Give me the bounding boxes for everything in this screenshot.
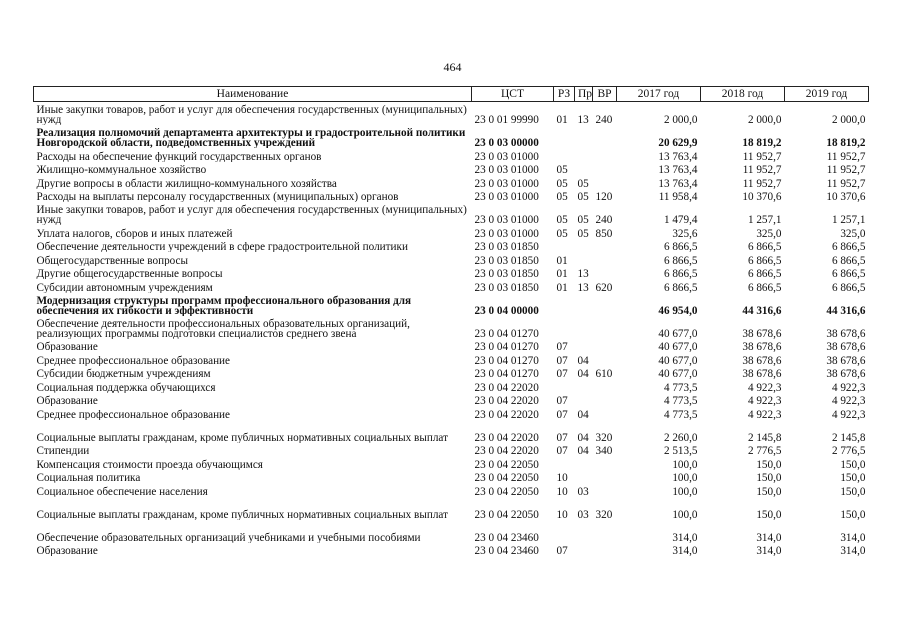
cell-pr [575, 339, 593, 353]
cell-2019: 10 370,6 [826, 191, 866, 202]
cell-2017: 11 958,4 [658, 191, 698, 202]
cell-2019: 18 819,2 [826, 137, 866, 148]
cell-rz [554, 379, 575, 393]
cell-pr [575, 470, 593, 484]
table-row [34, 293, 869, 316]
cell-2017: 314,0 [672, 531, 698, 543]
cell-rz [554, 293, 575, 316]
cell-pr [575, 520, 593, 543]
cell-vr: 240 [595, 214, 613, 225]
table-row [34, 162, 869, 176]
cell-vr: 320 [595, 431, 613, 443]
cell-pr: 05 [577, 214, 589, 225]
table-row [34, 420, 869, 443]
cell-2018: 18 819,2 [742, 137, 782, 148]
cell-name: Обеспечение деятельности профессиональных образовательных организаций, реализующих программы подготовки специалистов среднего звена [36, 317, 410, 339]
cell-name: Модернизация структуры программ профессионального образования для обеспечения их гибкости и эффективности [36, 294, 412, 316]
cell-2018: 38 678,6 [742, 354, 782, 366]
cell-pr: 13 [577, 281, 589, 293]
cell-2019: 38 678,6 [826, 354, 866, 366]
table-row [34, 443, 869, 457]
table-row [34, 148, 869, 162]
cell-2018: 2 776,5 [747, 445, 782, 456]
cell-cst: 23 0 03 01000 [474, 227, 539, 239]
cell-2019: 6 866,5 [831, 281, 866, 293]
cell-cst: 23 0 04 22020 [474, 431, 539, 443]
cell-cst: 23 0 04 22050 [474, 508, 539, 520]
cell-rz: 07 [556, 395, 568, 406]
cell-cst: 23 0 04 22050 [474, 485, 539, 497]
cell-pr [575, 393, 593, 407]
cell-2018: 150,0 [756, 458, 782, 470]
cell-name: Компенсация стоимости проезда обучающимся [36, 458, 263, 470]
cell-2018: 2 000,0 [747, 114, 782, 125]
cell-2017: 6 866,5 [663, 241, 698, 252]
table-row [34, 393, 869, 407]
cell-pr: 04 [577, 431, 589, 443]
cell-cst: 23 0 04 01270 [474, 341, 539, 352]
cell-2018: 314,0 [756, 545, 782, 556]
cell-vr [593, 470, 617, 484]
cell-2018: 38 678,6 [742, 341, 782, 352]
cell-name: Социальная поддержка обучающихся [36, 381, 216, 393]
cell-2019: 4 922,3 [831, 395, 866, 406]
cell-cst: 23 0 04 22050 [474, 472, 539, 483]
cell-rz: 05 [556, 164, 568, 175]
table-row [34, 316, 869, 339]
cell-2017: 6 866,5 [663, 281, 698, 293]
cell-cst: 23 0 03 01000 [474, 214, 539, 225]
cell-2017: 100,0 [672, 485, 698, 497]
cell-vr: 240 [595, 114, 613, 125]
cell-2017: 40 677,0 [658, 354, 698, 366]
cell-cst: 23 0 01 99990 [474, 114, 539, 125]
table-row [34, 125, 869, 148]
cell-rz: 01 [556, 268, 568, 279]
cell-vr [593, 352, 617, 366]
cell-2018: 10 370,6 [742, 191, 782, 202]
cell-2019: 150,0 [840, 472, 866, 483]
cell-2019: 38 678,6 [826, 341, 866, 352]
cell-2017: 100,0 [672, 458, 698, 470]
cell-vr [593, 483, 617, 497]
cell-2019: 11 952,7 [826, 177, 866, 189]
cell-2018: 325,0 [756, 227, 782, 239]
cell-name: Уплата налогов, сборов и иных платежей [36, 227, 233, 239]
cell-2017: 2 000,0 [663, 114, 698, 125]
cell-vr: 850 [595, 227, 613, 239]
cell-2017: 40 677,0 [658, 368, 698, 379]
table-row [34, 470, 869, 484]
cell-cst: 23 0 03 01000 [474, 164, 539, 175]
cell-rz: 10 [556, 485, 568, 497]
cell-2018: 4 922,3 [747, 381, 782, 393]
cell-vr: 120 [595, 191, 613, 202]
cell-vr [593, 520, 617, 543]
cell-vr: 610 [595, 368, 613, 379]
cell-pr: 05 [577, 227, 589, 239]
table-row [34, 102, 869, 126]
cell-pr: 05 [577, 191, 589, 202]
cell-vr: 340 [595, 445, 613, 456]
cell-vr [593, 175, 617, 189]
cell-pr [575, 293, 593, 316]
cell-rz: 05 [556, 177, 568, 189]
cell-2018: 150,0 [756, 485, 782, 497]
cell-name: Реализация полномочий департамента архитектуры и градостроительной политики Новгородской области, подведомственных учреждений [36, 127, 466, 148]
cell-vr [593, 293, 617, 316]
cell-2017: 13 763,4 [658, 164, 698, 175]
cell-name: Среднее профессиональное образование [36, 354, 231, 366]
cell-2017: 20 629,9 [658, 137, 698, 148]
cell-pr: 03 [577, 508, 589, 520]
cell-cst: 23 0 04 22020 [474, 445, 539, 456]
table-row [34, 239, 869, 253]
cell-2017: 2 260,0 [663, 431, 698, 443]
cell-vr [593, 239, 617, 253]
cell-cst: 23 0 04 01270 [474, 354, 539, 366]
cell-2018: 44 316,6 [742, 304, 782, 316]
cell-vr [593, 406, 617, 420]
cell-pr [575, 379, 593, 393]
cell-vr [593, 379, 617, 393]
cell-cst: 23 0 04 22020 [474, 408, 539, 420]
cell-cst: 23 0 04 22020 [474, 381, 539, 393]
cell-rz: 05 [556, 191, 568, 202]
cell-2018: 11 952,7 [742, 177, 782, 189]
table-row [34, 252, 869, 266]
cell-2018: 150,0 [756, 472, 782, 483]
cell-cst: 23 0 03 01850 [474, 254, 539, 266]
cell-name: Общегосударственные вопросы [36, 254, 189, 266]
cell-2019: 2 776,5 [831, 445, 866, 456]
cell-name: Образование [36, 545, 98, 556]
cell-2017: 1 479,4 [663, 214, 698, 225]
cell-vr: 620 [595, 281, 613, 293]
cell-2019: 150,0 [840, 485, 866, 497]
table-row [34, 279, 869, 293]
cell-2019: 6 866,5 [831, 241, 866, 252]
cell-rz: 05 [556, 214, 568, 225]
table-row [34, 456, 869, 470]
table-row [34, 352, 869, 366]
header-vr: ВР [593, 87, 617, 102]
cell-pr [575, 148, 593, 162]
cell-vr [593, 162, 617, 176]
table-row [34, 266, 869, 280]
cell-2017: 40 677,0 [658, 327, 698, 339]
cell-rz: 07 [556, 341, 568, 352]
cell-rz: 07 [556, 431, 568, 443]
cell-name: Образование [36, 395, 98, 406]
table-row [34, 379, 869, 393]
table-row [34, 175, 869, 189]
header-cst: ЦСТ [472, 87, 554, 102]
cell-rz: 07 [556, 408, 568, 420]
cell-rz [554, 456, 575, 470]
cell-name: Стипендии [36, 445, 90, 456]
cell-name: Другие вопросы в области жилищно-коммунального хозяйства [36, 177, 337, 189]
cell-2019: 44 316,6 [826, 304, 866, 316]
cell-cst: 23 0 03 01000 [474, 191, 539, 202]
cell-2017: 314,0 [672, 545, 698, 556]
table-row [34, 366, 869, 380]
header-2018: 2018 год [701, 87, 785, 102]
cell-2017: 13 763,4 [658, 177, 698, 189]
table-row [34, 189, 869, 203]
cell-vr [593, 456, 617, 470]
cell-rz: 07 [556, 368, 568, 379]
table-row [34, 406, 869, 420]
cell-pr: 04 [577, 408, 589, 420]
cell-name: Образование [36, 341, 98, 352]
cell-pr [575, 162, 593, 176]
cell-2018: 38 678,6 [742, 327, 782, 339]
cell-rz [554, 148, 575, 162]
cell-name: Расходы на обеспечение функций государственных органов [36, 150, 322, 162]
cell-cst: 23 0 04 23460 [474, 545, 539, 556]
table-row [34, 483, 869, 497]
cell-name: Среднее профессиональное образование [36, 408, 231, 420]
cell-2017: 13 763,4 [658, 150, 698, 162]
cell-pr: 04 [577, 354, 589, 366]
cell-cst: 23 0 04 00000 [474, 304, 539, 316]
cell-name: Обеспечение образовательных организаций учебниками и учебными пособиями [36, 531, 421, 543]
cell-rz: 07 [556, 545, 568, 556]
table-body [34, 102, 869, 557]
cell-2019: 6 866,5 [831, 268, 866, 279]
cell-pr: 05 [577, 177, 589, 189]
cell-2017: 4 773,5 [663, 395, 698, 406]
cell-2019: 150,0 [840, 508, 866, 520]
cell-2017: 4 773,5 [663, 381, 698, 393]
cell-vr [593, 316, 617, 339]
cell-rz: 07 [556, 445, 568, 456]
cell-pr [575, 456, 593, 470]
cell-rz: 10 [556, 472, 568, 483]
cell-rz: 07 [556, 354, 568, 366]
cell-name: Иные закупки товаров, работ и услуг для обеспечения государственных (муниципальных) нужд [36, 104, 467, 125]
cell-vr [593, 339, 617, 353]
cell-cst: 23 0 04 01270 [474, 368, 539, 379]
cell-pr [575, 316, 593, 339]
cell-name: Субсидии автономным учреждениям [36, 281, 213, 293]
cell-2019: 4 922,3 [831, 381, 866, 393]
cell-name: Социальные выплаты гражданам, кроме публичных нормативных социальных выплат [36, 508, 448, 520]
cell-pr: 04 [577, 445, 589, 456]
table-row [34, 202, 869, 225]
cell-2017: 6 866,5 [663, 254, 698, 266]
cell-2019: 11 952,7 [826, 150, 866, 162]
cell-rz [554, 239, 575, 253]
cell-rz: 01 [556, 114, 568, 125]
table-header-row [34, 87, 869, 102]
table-row [34, 339, 869, 353]
cell-2018: 314,0 [756, 531, 782, 543]
cell-cst: 23 0 04 22020 [474, 395, 539, 406]
cell-rz [554, 316, 575, 339]
cell-pr: 13 [577, 268, 589, 279]
cell-name: Социальное обеспечение населения [36, 485, 208, 497]
cell-name: Субсидии бюджетным учреждениям [36, 368, 211, 379]
cell-pr: 13 [577, 114, 589, 125]
cell-2019: 314,0 [840, 545, 866, 556]
cell-2018: 2 145,8 [747, 431, 782, 443]
header-rz: РЗ [554, 87, 575, 102]
cell-2019: 4 922,3 [831, 408, 866, 420]
cell-2019: 325,0 [840, 227, 866, 239]
cell-2018: 6 866,5 [747, 254, 782, 266]
cell-2019: 38 678,6 [826, 327, 866, 339]
cell-2018: 150,0 [756, 508, 782, 520]
cell-2018: 4 922,3 [747, 408, 782, 420]
cell-vr [593, 252, 617, 266]
cell-cst: 23 0 03 01000 [474, 150, 539, 162]
cell-2018: 11 952,7 [742, 150, 782, 162]
header-2019: 2019 год [785, 87, 869, 102]
cell-2018: 6 866,5 [747, 241, 782, 252]
cell-pr: 04 [577, 368, 589, 379]
table-row [34, 520, 869, 543]
cell-2019: 6 866,5 [831, 254, 866, 266]
cell-pr [575, 543, 593, 557]
table-row [34, 543, 869, 557]
cell-cst: 23 0 03 00000 [474, 137, 539, 148]
cell-name: Социальные выплаты гражданам, кроме публичных нормативных социальных выплат [36, 431, 448, 443]
cell-2019: 2 145,8 [831, 431, 866, 443]
cell-2019: 314,0 [840, 531, 866, 543]
cell-pr: 03 [577, 485, 589, 497]
cell-pr [575, 252, 593, 266]
cell-rz: 01 [556, 254, 568, 266]
cell-vr: 320 [595, 508, 613, 520]
cell-pr [575, 239, 593, 253]
cell-vr [593, 125, 617, 148]
table-row [34, 497, 869, 520]
cell-2018: 11 952,7 [742, 164, 782, 175]
cell-2019: 38 678,6 [826, 368, 866, 379]
cell-name: Другие общегосударственные вопросы [36, 268, 223, 279]
budget-table [33, 86, 869, 556]
cell-name: Социальная политика [36, 472, 141, 483]
table-row [34, 225, 869, 239]
header-pr: Пр [575, 87, 593, 102]
header-name: Наименование [34, 87, 472, 102]
cell-vr [593, 543, 617, 557]
cell-2018: 6 866,5 [747, 281, 782, 293]
cell-name: Обеспечение деятельности учреждений в сфере градостроительной политики [36, 241, 408, 252]
cell-vr [593, 393, 617, 407]
cell-vr [593, 148, 617, 162]
cell-2017: 2 513,5 [663, 445, 698, 456]
cell-2018: 6 866,5 [747, 268, 782, 279]
cell-cst: 23 0 03 01850 [474, 241, 539, 252]
cell-2017: 6 866,5 [663, 268, 698, 279]
cell-2019: 1 257,1 [831, 214, 866, 225]
page-number: 464 [443, 60, 462, 74]
cell-vr [593, 266, 617, 280]
cell-cst: 23 0 04 22050 [474, 458, 539, 470]
cell-rz [554, 125, 575, 148]
header-2017: 2017 год [617, 87, 701, 102]
cell-2017: 100,0 [672, 472, 698, 483]
cell-2018: 38 678,6 [742, 368, 782, 379]
cell-2019: 2 000,0 [831, 114, 866, 125]
cell-2018: 4 922,3 [747, 395, 782, 406]
cell-rz [554, 520, 575, 543]
cell-2017: 40 677,0 [658, 341, 698, 352]
cell-rz: 10 [556, 508, 568, 520]
cell-name: Расходы на выплаты персоналу государственных (муниципальных) органов [36, 191, 399, 202]
cell-2019: 150,0 [840, 458, 866, 470]
cell-rz: 05 [556, 227, 568, 239]
cell-2017: 325,6 [672, 227, 698, 239]
cell-name: Иные закупки товаров, работ и услуг для обеспечения государственных (муниципальных) нужд [36, 204, 467, 225]
cell-2017: 100,0 [672, 508, 698, 520]
cell-cst: 23 0 03 01850 [474, 281, 539, 293]
cell-2019: 11 952,7 [826, 164, 866, 175]
cell-cst: 23 0 04 01270 [474, 327, 539, 339]
cell-2017: 46 954,0 [658, 304, 698, 316]
cell-pr [575, 125, 593, 148]
cell-cst: 23 0 03 01000 [474, 177, 539, 189]
cell-2017: 4 773,5 [663, 408, 698, 420]
cell-cst: 23 0 03 01850 [474, 268, 539, 279]
cell-cst: 23 0 04 23460 [474, 531, 539, 543]
cell-name: Жилищно-коммунальное хозяйство [36, 164, 207, 175]
cell-2018: 1 257,1 [747, 214, 782, 225]
cell-rz: 01 [556, 281, 568, 293]
